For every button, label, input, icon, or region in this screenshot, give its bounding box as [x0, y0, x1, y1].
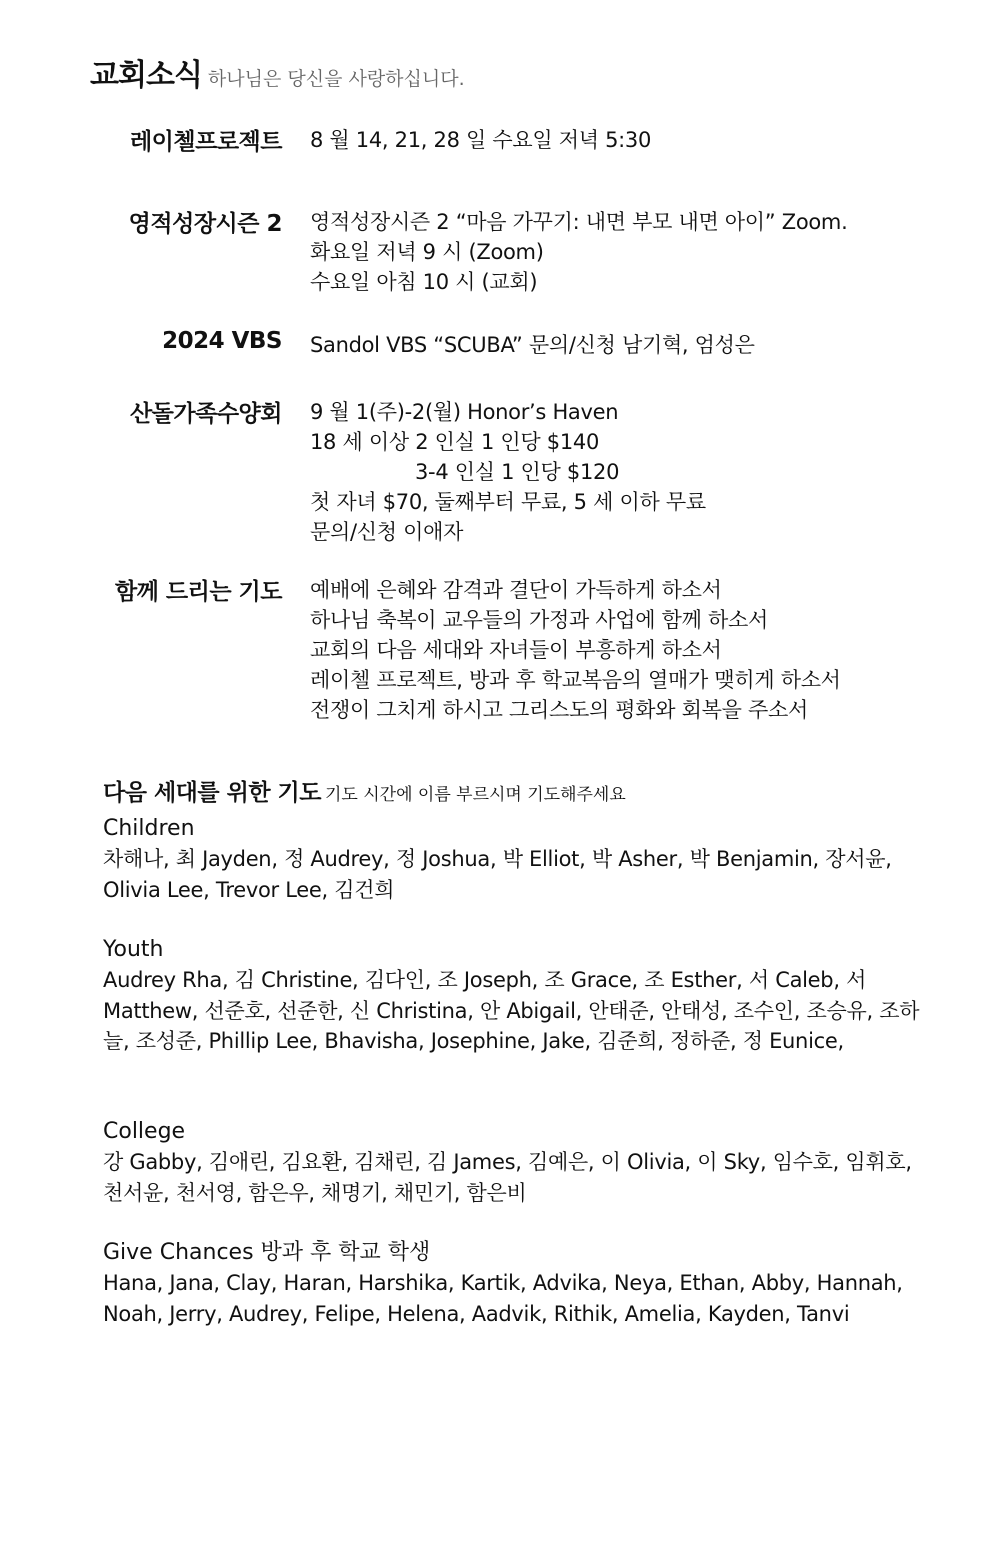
event-detail-line: 문의/신청 이애자 [310, 520, 464, 544]
event-detail-line: 수요일 아침 10 시 (교회) [310, 270, 538, 294]
event-detail-line: 교회의 다음 세대와 자녀들이 부흥하게 하소서 [310, 638, 722, 662]
group-title-text: College [103, 1119, 186, 1144]
event-detail-line: 레이첼 프로젝트, 방과 후 학교복음의 열매가 맺히게 하소서 [310, 668, 841, 692]
event-detail-line: 영적성장시즌 2 “마음 가꾸기: 내면 부모 내면 아이” Zoom. [310, 210, 848, 234]
event-detail-line: 3-4 인실 1 인당 $120 [415, 460, 620, 484]
group-names: Hana, Jana, Clay, Haran, Harshika, Kartik, Advika, Neya, Ethan, Abby, Hannah, Noah, Jerry, Audrey, Felipe, Helena, Aadvik, Rithik, Amelia, Kayden, Tanvi [103, 1271, 903, 1326]
group-youth [103, 935, 933, 1057]
event-label: 2024 VBS [162, 328, 282, 354]
group-names: 차해나, 최 Jayden, 정 Audrey, 정 Joshua, 박 Elliot, 박 Asher, 박 Benjamin, 장서윤, Olivia Lee, Trevor Lee, 김건희 [103, 847, 892, 902]
group-title-suffix: 방과 후 학교 학생 [260, 1240, 431, 1265]
group-title-text: Youth [103, 937, 164, 962]
group-names: 강 Gabby, 김애린, 김요환, 김채린, 김 James, 김예은, 이 Olivia, 이 Sky, 임수호, 임휘호, 천서윤, 천서영, 함은우, 채명기, 채민기, 함은비 [103, 1150, 912, 1205]
page-header [90, 50, 465, 94]
group-title-text: Give Chances [103, 1240, 254, 1265]
group-title [103, 814, 933, 844]
page-title: 교회소식 [90, 58, 202, 93]
group-title-text: Children [103, 816, 195, 841]
section-title: 다음 세대를 위한 기도 [103, 780, 321, 806]
event-label: 함께 드리는 기도 [114, 579, 282, 605]
group-children [103, 814, 933, 905]
group-title [103, 1117, 933, 1147]
event-detail-line: 화요일 저녁 9 시 (Zoom) [310, 240, 544, 264]
group-title [103, 1238, 933, 1268]
section-subtitle: 기도 시간에 이름 부르시며 기도해주세요 [324, 785, 626, 805]
event-label: 레이첼프로젝트 [129, 129, 282, 155]
event-detail-line: 18 세 이상 2 인실 1 인당 $140 [310, 430, 600, 454]
event-detail-line: 전쟁이 그치게 하시고 그리스도의 평화와 회복을 주소서 [310, 698, 808, 722]
event-detail-line: 예배에 은혜와 감격과 결단이 가득하게 하소서 [310, 578, 722, 602]
page-subtitle: 하나님은 당신을 사랑하십니다. [207, 68, 465, 90]
event-detail-line: 첫 자녀 $70, 둘째부터 무료, 5 세 이하 무료 [310, 490, 706, 514]
next-generation-section [103, 774, 933, 1326]
event-detail-line: 9 월 1(주)-2(월) Honor’s Haven [310, 400, 619, 424]
event-detail-line: 8 월 14, 21, 28 일 수요일 저녁 5:30 [310, 128, 652, 152]
group-college [103, 1117, 933, 1208]
event-detail-line: 하나님 축복이 교우들의 가정과 사업에 함께 하소서 [310, 608, 768, 632]
event-label: 영적성장시즌 2 [128, 211, 282, 237]
event-detail-line: Sandol VBS “SCUBA” 문의/신청 남기혁, 엄성은 [310, 333, 755, 357]
group-give-chances [103, 1238, 933, 1329]
section-heading [103, 774, 933, 807]
group-names: Audrey Rha, 김 Christine, 김다인, 조 Joseph, 조 Grace, 조 Esther, 서 Caleb, 서 Matthew, 선준호, 선준한, 신 Christina, 안 Abigail, 안태준, 안태성, 조수인, 조승유, 조하늘, 조성준, Phillip Lee, Bhavisha, Josephine, Jake, 김준희, 정하준, 정 Eunice, [103, 968, 920, 1053]
event-label: 산돌가족수양회 [129, 401, 282, 427]
group-title [103, 935, 933, 965]
